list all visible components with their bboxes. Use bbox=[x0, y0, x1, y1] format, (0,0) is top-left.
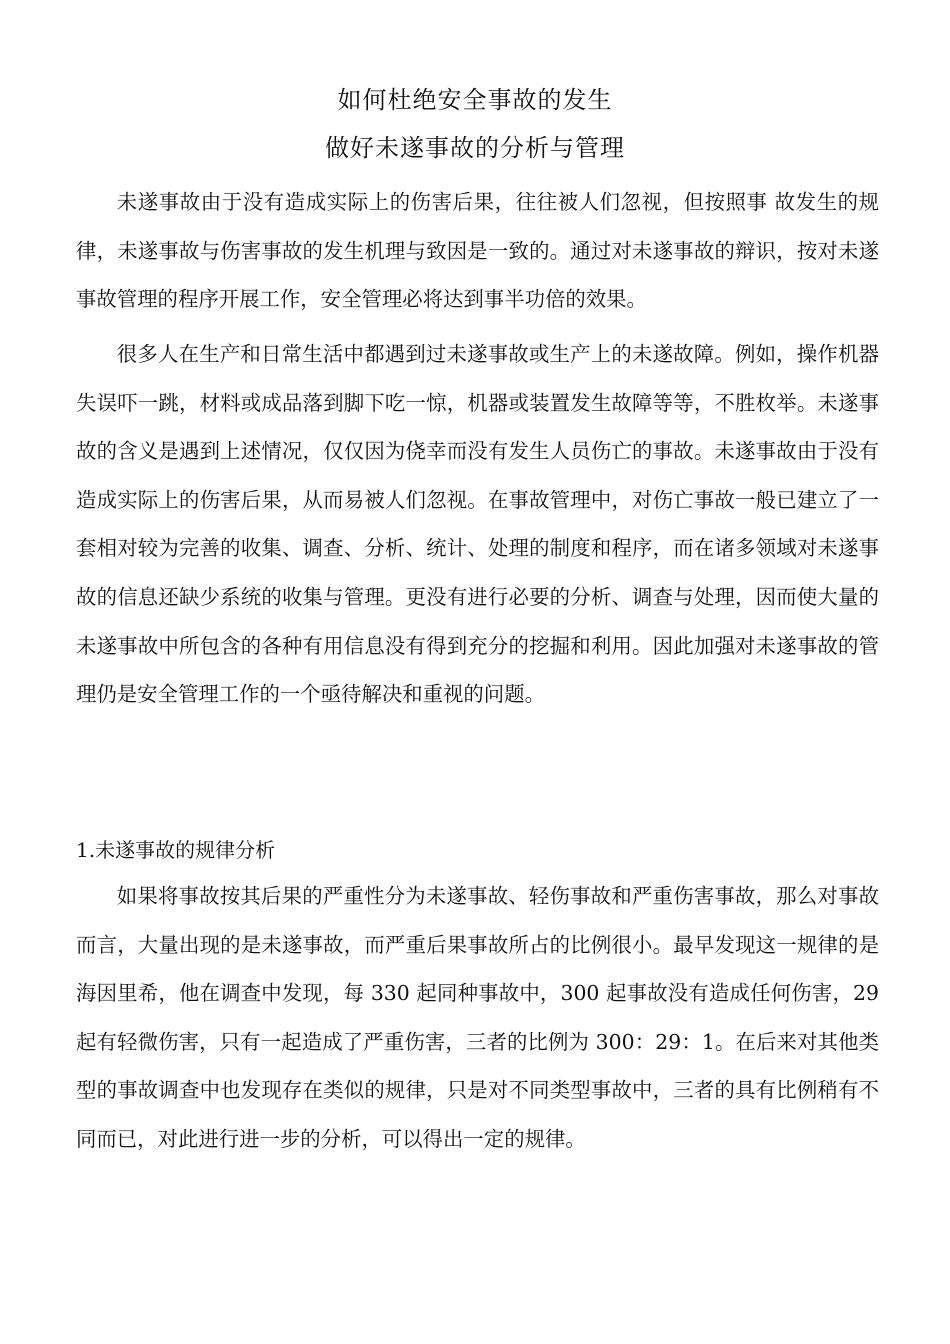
section-heading: 1.未遂事故的规律分析 bbox=[76, 838, 276, 862]
intro-paragraph: 未遂事故由于没有造成实际上的伤害后果，往往被人们忽视，但按照事 故发生的规律，未遂事故与伤害事故的发生机理与致因是一致的。通过对未遂事故的辩识，按对未遂事故管理的程序开展工作，安全管理必将达到事半功倍的效果。 bbox=[76, 190, 879, 312]
document-subtitle: 做好未遂事故的分析与管理 bbox=[325, 134, 625, 162]
body-paragraph: 很多人在生产和日常生活中都遇到过未遂事故或生产上的未遂故障。例如，操作机器 失误吓一跳，材料或成品落到脚下吃一惊，机器或装置发生故障等等，不胜枚举。未遂事故的含义是遇到上述情况，仅仅因为侥幸而没有发生人员伤亡的事故。未遂事故由于没有造成实际上的伤害后果，从而易被人们忽视。在事故管理中，对伤亡事故一般已建立了一套相对较为完善的收集、调查、分析、统计、处理的制度和程序，而在诸多领域对未遂事故的信息还缺少系统的收集与管理。更没有进行必要的分析、调查与处理，因而使大量的未遂事故中所包含的各种有用信息没有得到充分的挖掘和利用。因此加强对未遂事故的管理仍是安全管理工作的一个亟待解决和重视的问题。 bbox=[76, 342, 879, 707]
section-paragraph: 如果将事故按其后果的严重性分为未遂事故、轻伤事故和严重伤害事故，那么对事故而言，大量出现的是未遂事故，而严重后果事故所占的比例很小。最早发现这一规律的是海因里希，他在调查中发现，每 330 起同种事故中，300 起事故没有造成任何伤害，29 起有轻微伤害，只有一起造成了严重伤害，三者的比例为 300：29：1。在后来对其他类型的事故调查中也发现存在类似的规律，只是对不同类型事故中，三者的具有比例稍有不同而已，对此进行进一步的分析，可以得出一定的规律。 bbox=[76, 884, 879, 1151]
document-title: 如何杜绝安全事故的发生 bbox=[337, 86, 613, 114]
